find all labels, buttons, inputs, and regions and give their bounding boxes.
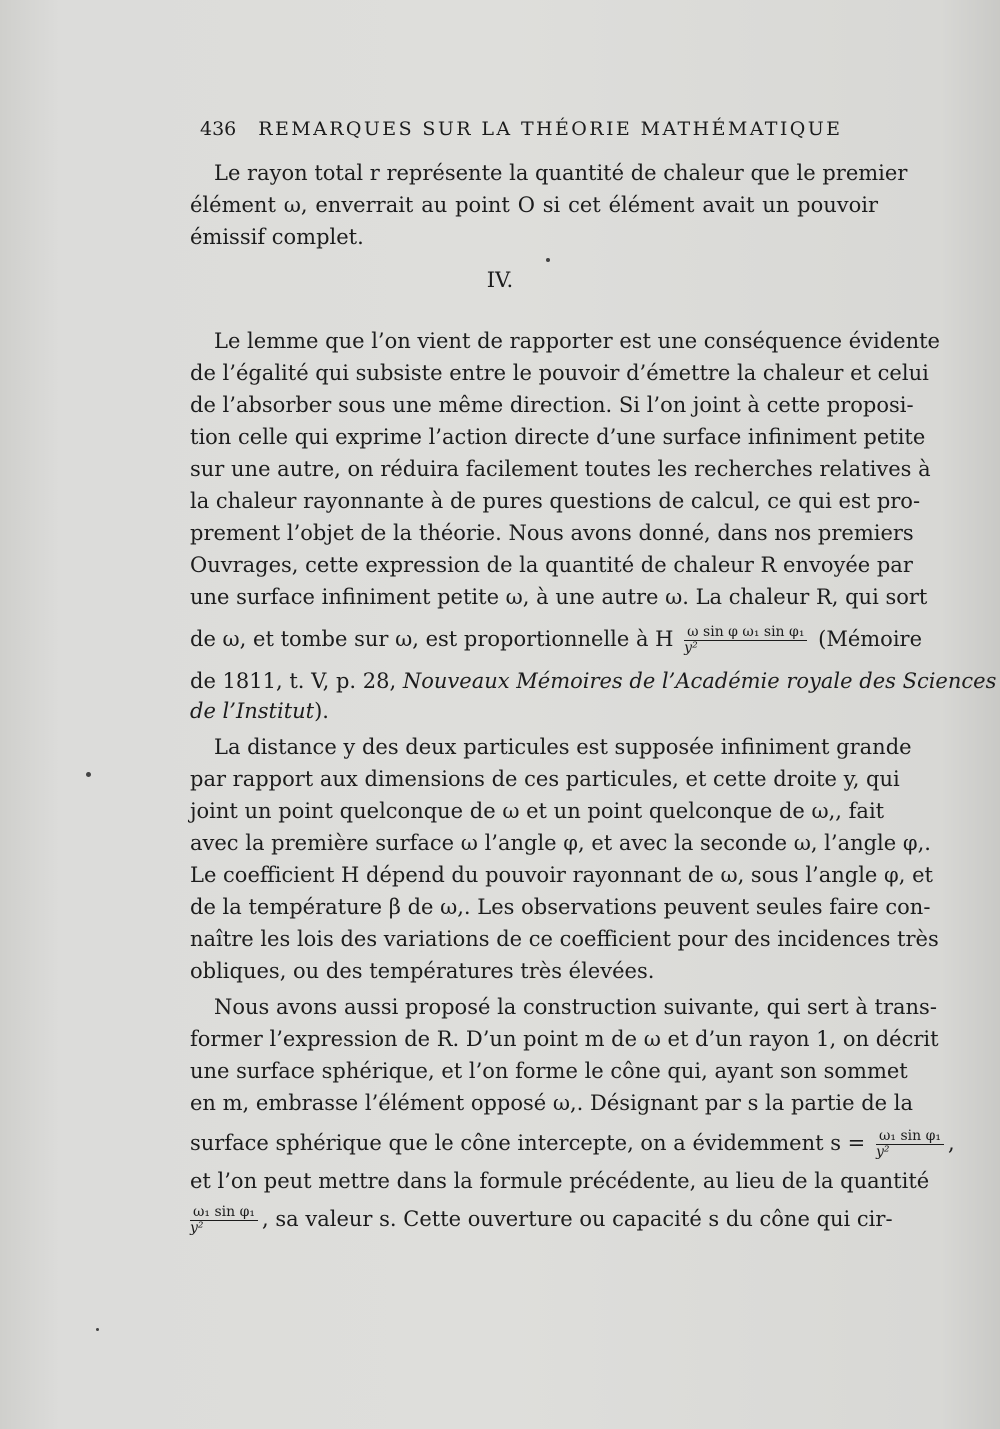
intro-line: élément ω, enverrait au point O si cet élément avait un pouvoir (190, 193, 878, 217)
formula-denominator: y² (875, 1144, 890, 1160)
para1-line: Ouvrages, cette expression de la quantité de chaleur R envoyée par (190, 553, 913, 577)
para2-line: La distance y des deux particules est supposée infiniment grande (214, 735, 912, 759)
para3-line (190, 1204, 893, 1236)
para3-line: en m, embrasse l’élément opposé ω,. Désignant par s la partie de la (190, 1091, 914, 1115)
running-title: REMARQUES SUR LA THÉORIE MATHÉMATIQUE (258, 118, 843, 140)
ink-speck (96, 1328, 99, 1331)
text-run: surface sphérique que le cône intercepte, on a évidemment s = (190, 1131, 866, 1155)
para2-line: joint un point quelconque de ω et un point quelconque de ω,, fait (190, 799, 885, 823)
formula-numerator: ω₁ sin φ₁ (876, 1129, 944, 1145)
formula-fraction (876, 1129, 944, 1160)
para1-line: prement l’objet de la théorie. Nous avons donné, dans nos premiers (190, 521, 914, 545)
para1-line: tion celle qui exprime l’action directe d’une surface infiniment petite (190, 425, 926, 449)
para3-line: former l’expression de R. D’un point m de ω et d’un rayon 1, on décrit (190, 1027, 939, 1051)
ink-speck (546, 258, 550, 262)
ink-speck (86, 772, 91, 777)
formula-denominator: y² (684, 640, 698, 656)
para2-line: naître les lois des variations de ce coefficient pour des incidences très (190, 927, 939, 951)
formula-fraction (190, 1205, 258, 1236)
para3-line: et l’on peut mettre dans la formule précédente, au lieu de la quantité (190, 1169, 930, 1193)
para3-line (190, 1128, 955, 1160)
text-run: ). (314, 699, 329, 723)
para2-line: de la température β de ω,. Les observations peuvent seules faire con- (190, 895, 931, 919)
para3-line: Nous avons aussi proposé la construction suivante, qui sert à trans- (214, 995, 937, 1019)
text-run: , sa valeur s. Cette ouverture ou capacité s du cône qui cir- (262, 1207, 893, 1231)
italic-run: de l’Institut (190, 699, 315, 723)
page-number: 436 (200, 118, 237, 140)
para2-line: avec la première surface ω l’angle φ, et avec la seconde ω, l’angle φ,. (190, 831, 931, 855)
intro-line: émissif complet. (190, 225, 364, 249)
formula-numerator: ω sin φ ω₁ sin φ₁ (684, 625, 807, 641)
intro-line: Le rayon total r représente la quantité de chaleur que le premier (214, 161, 908, 185)
italic-run: Nouveaux Mémoires de l’Académie royale des Sciences (402, 669, 997, 693)
para2-line: par rapport aux dimensions de ces particules, et cette droite y, qui (190, 767, 900, 791)
formula-fraction (684, 625, 807, 656)
para1-line: de l’égalité qui subsiste entre le pouvoir d’émettre la chaleur et celui (190, 361, 929, 385)
para1-line: la chaleur rayonnante à de pures questions de calcul, ce qui est pro- (190, 489, 921, 513)
section-number: IV. (486, 268, 514, 292)
text-run: de 1811, t. V, p. 28, (190, 669, 397, 693)
text-run: de ω, et tombe sur ω, est proportionnelle à H (190, 627, 674, 651)
para1-line (190, 696, 878, 727)
para1-line (190, 624, 923, 656)
formula-denominator: y² (190, 1220, 204, 1236)
para2-line: Le coefficient H dépend du pouvoir rayonnant de ω, sous l’angle φ, et (190, 863, 933, 887)
text-run: (Mémoire (818, 627, 923, 651)
para1-line: Le lemme que l’on vient de rapporter est une conséquence évidente (214, 329, 940, 353)
formula-numerator: ω₁ sin φ₁ (190, 1205, 258, 1221)
text-run: , (948, 1131, 955, 1155)
para1-line (190, 666, 997, 697)
para2-line: obliques, ou des températures très élevées. (190, 959, 655, 983)
running-header (200, 118, 860, 140)
para1-line: une surface infiniment petite ω, à une autre ω. La chaleur R, qui sort (190, 585, 928, 609)
para1-line: de l’absorber sous une même direction. Si l’on joint à cette proposi- (190, 393, 914, 417)
para3-line: une surface sphérique, et l’on forme le cône qui, ayant son sommet (190, 1059, 908, 1083)
para1-line: sur une autre, on réduira facilement toutes les recherches relatives à (190, 457, 931, 481)
